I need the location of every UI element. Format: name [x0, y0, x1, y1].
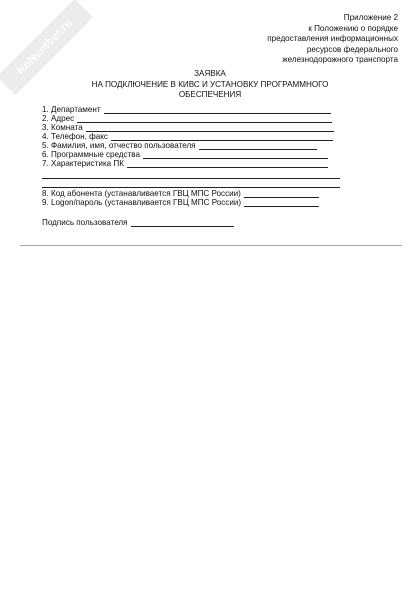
appendix-line: к Положению о порядке	[308, 23, 398, 33]
signature-blank[interactable]	[131, 218, 234, 227]
field-label: 5. Фамилия, имя, отчество пользователя	[42, 141, 196, 150]
watermark: NoNumber.ru	[0, 0, 93, 95]
field-blank[interactable]	[143, 150, 328, 159]
field-blank[interactable]	[244, 198, 319, 207]
field-blank[interactable]	[111, 132, 333, 141]
field-blank[interactable]	[199, 141, 317, 150]
field-label: 6. Программные средства	[42, 150, 140, 159]
field-label: 3. Комната	[42, 123, 83, 132]
continuation-line[interactable]	[42, 178, 340, 179]
field-label: 7. Характеристика ПК	[42, 159, 124, 168]
field-blank[interactable]	[127, 159, 328, 168]
field-blank[interactable]	[104, 105, 331, 114]
field-logon-password	[42, 198, 319, 208]
field-label: 4. Телефон, факс	[42, 132, 108, 141]
field-blank[interactable]	[86, 123, 334, 132]
signature-field	[42, 218, 234, 228]
document-title	[0, 69, 420, 101]
appendix-line: железнодорожного транспорта	[282, 55, 398, 65]
appendix-note	[198, 13, 398, 66]
appendix-line: Приложение 2	[343, 13, 398, 22]
field-label: 1. Департамент	[42, 105, 101, 114]
appendix-line: ресурсов федерального	[306, 44, 398, 54]
field-blank[interactable]	[77, 114, 332, 123]
field-pc-specs	[42, 159, 328, 169]
appendix-line: предоставления информационных	[267, 34, 398, 44]
field-label: 2. Адрес	[42, 114, 75, 123]
page-divider	[20, 245, 402, 246]
field-label: 8. Код абонента (устанавливается ГВЦ МПС России)	[42, 189, 241, 198]
signature-label: Подпись пользователя	[42, 218, 128, 227]
title-line: ОБЕСПЕЧЕНИЯ	[178, 90, 242, 100]
title-line: ЗАЯВКА	[194, 69, 226, 78]
field-label: 9. Logon/пароль (устанавливается ГВЦ МПС России)	[42, 198, 242, 207]
continuation-line[interactable]	[42, 187, 340, 188]
field-blank[interactable]	[244, 189, 319, 198]
title-line: НА ПОДКЛЮЧЕНИЕ В КИВС И УСТАНОВКУ ПРОГРАММНОГО	[91, 79, 329, 89]
